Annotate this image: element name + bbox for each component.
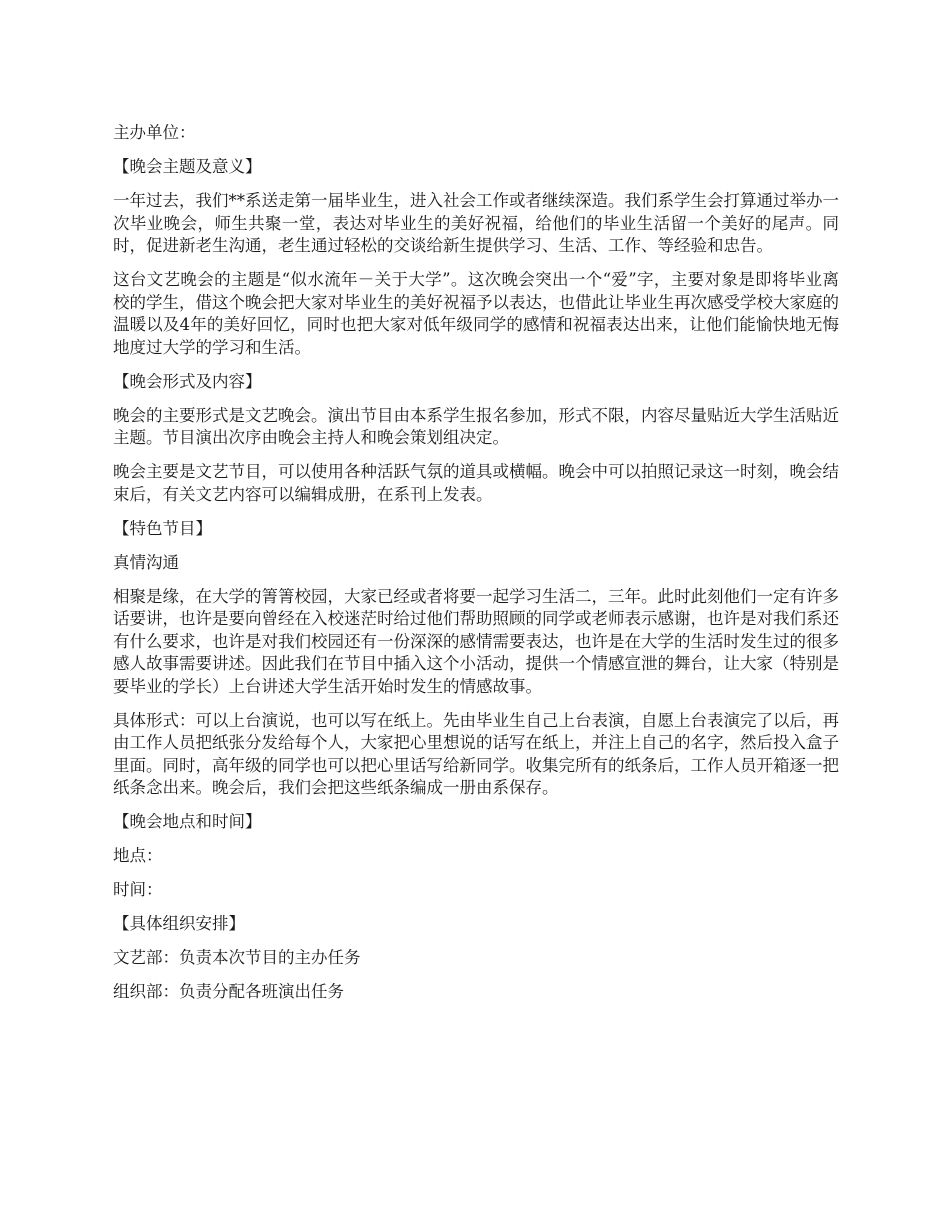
section-heading-theme: 【晚会主题及意义】 bbox=[113, 157, 262, 176]
featured-title: 真情沟通 bbox=[113, 552, 179, 572]
paragraph-featured-form: 具体形式：可以上台演说，也可以写在纸上。先由毕业生自己上台表演，自愿上台表演完了以后，再由工作人员把纸张分发给每个人，大家把心里想说的话写在纸上，并注上自己的名字，然后投入盒子里面。同时，高年级的同学也可以把心里话写给新同学。收集完所有的纸条后，工作人员开箱逐一把纸条念出来。晚会后，我们会把这些纸条编成一册由系保存。 bbox=[113, 710, 839, 797]
section-heading-organization: 【具体组织安排】 bbox=[113, 914, 245, 933]
arts-dept-line: 文艺部：负责本次节目的主办任务 bbox=[113, 948, 361, 967]
time-line: 时间： bbox=[113, 880, 163, 899]
section-heading-venue-time: 【晚会地点和时间】 bbox=[113, 812, 262, 831]
paragraph-theme: 这台文艺晚会的主题是“似水流年－关于大学”。这次晚会突出一个“爱”字，主要对象是即将毕业离校的学生，借这个晚会把大家对毕业生的美好祝福予以表达，也借此让毕业生再次感受学校大家庭的温暖以及4年的美好回忆，同时也把大家对低年级同学的感情和祝福表达出来，让他们能愉快地无悔地度过大学的学习和生活。 bbox=[113, 270, 839, 357]
paragraph-featured-description: 相聚是缘，在大学的箐箐校园，大家已经或者将要一起学习生活二，三年。此时此刻他们一定有许多话要讲，也许是要向曾经在入校迷茫时给过他们帮助照顾的同学或老师表示感谢，也许是对我们系还有什么要求，也许是对我们校园还有一份深深的感情需要表达，也许是在大学的生活时发生过的很多感人故事需要讲述。因此我们在节目中插入这个小活动，提供一个情感宣泄的舞台，让大家（特别是要毕业的学长）上台讲述大学生活开始时发生的情感故事。 bbox=[113, 586, 839, 696]
venue-line: 地点： bbox=[113, 846, 163, 865]
section-heading-featured: 【特色节目】 bbox=[113, 518, 212, 538]
paragraph-props: 晚会主要是文艺节目，可以使用各种活跃气氛的道具或横幅。晚会中可以拍照记录这一时刻，晚会结束后，有关文艺内容可以编辑成册，在系刊上发表。 bbox=[113, 462, 839, 504]
paragraph-format: 晚会的主要形式是文艺晚会。演出节目由本系学生报名参加，形式不限，内容尽量贴近大学生活贴近主题。节目演出次序由晚会主持人和晚会策划组决定。 bbox=[113, 405, 839, 447]
org-dept-line: 组织部：负责分配各班演出任务 bbox=[113, 982, 344, 1001]
section-heading-format: 【晚会形式及内容】 bbox=[113, 371, 262, 391]
paragraph-purpose: 一年过去，我们**系送走第一届毕业生，进入社会工作或者继续深造。我们系学生会打算通过举办一次毕业晚会，师生共聚一堂，表达对毕业生的美好祝福，给他们的毕业生活留一个美好的尾声。同时，促进新老生沟通，老生通过轻松的交谈给新生提供学习、生活、工作、等经验和忠告。 bbox=[113, 191, 839, 255]
sponsor-line: 主办单位： bbox=[113, 123, 196, 142]
document-body bbox=[113, 122, 839, 1015]
